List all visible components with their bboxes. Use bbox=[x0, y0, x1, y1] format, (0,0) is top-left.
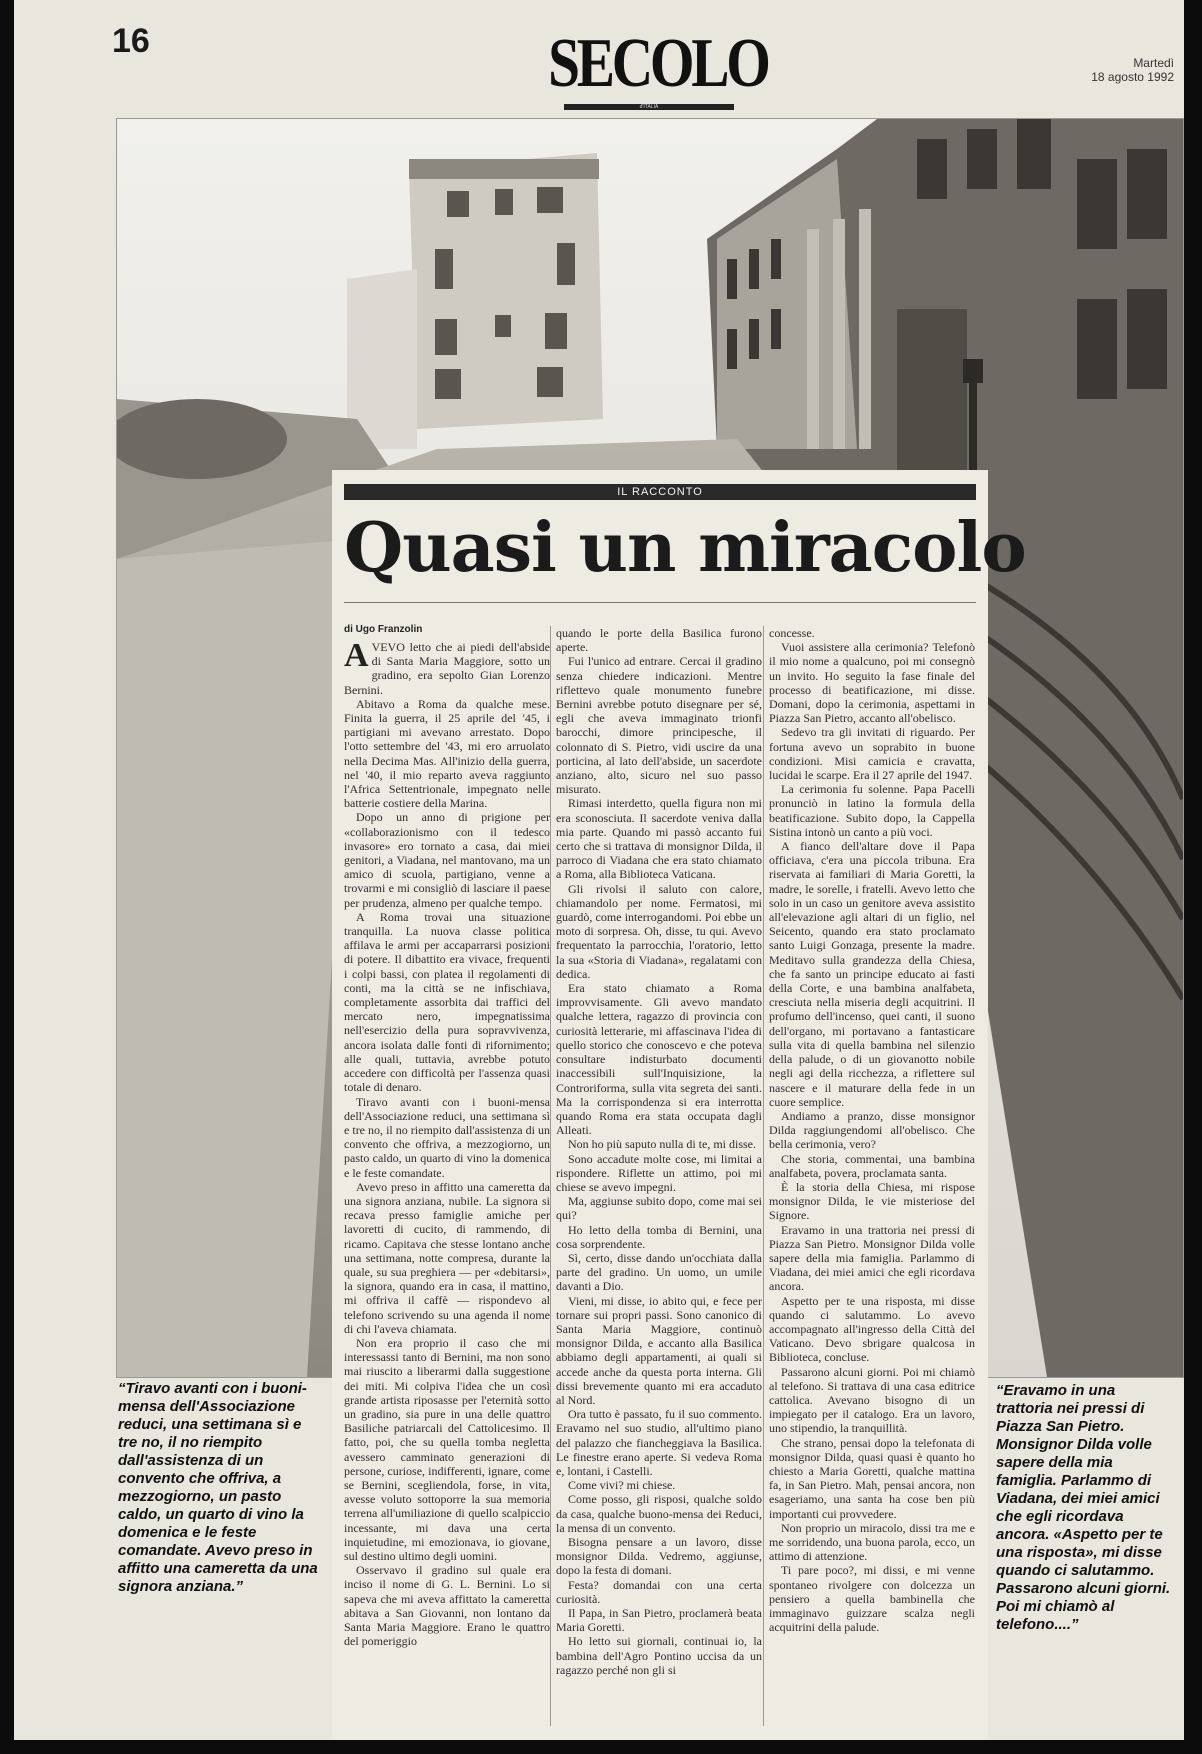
paragraph: Sedevo tra gli invitati di riguardo. Per fortuna avevo un soprabito in buone condizioni. Misi camicia e cravatta, lucidai le scarpe. Era il 27 aprile del 1947. bbox=[769, 725, 975, 783]
headline-rule bbox=[344, 602, 976, 603]
headline: Quasi un miracolo bbox=[344, 508, 1026, 588]
article-column-3 bbox=[769, 626, 975, 1732]
page-number: 16 bbox=[112, 22, 150, 60]
paragraph: Ma, aggiunse subito dopo, come mai sei qui? bbox=[556, 1194, 762, 1223]
paragraph: Era stato chiamato a Roma improvvisamente. Gli avevo mandato qualche lettera, ragazzo di provincia con curiosità letterarie, mi affascinava l'idea di quello storico che conoscevo e che poteva consultare indisturbato documenti inaccessibili sull'Inquisizione, la Controriforma, sulla vita segreta dei santi. Ma la corrispondenza si era interrotta quando Roma era stata occupata dagli Alleati. bbox=[556, 981, 762, 1138]
paragraph: La cerimonia fu solenne. Papa Pacelli pronunciò in latino la formula della beatificazione. Subito dopo, la Cappella Sistina intonò un canto a più voci. bbox=[769, 782, 975, 839]
newspaper-page bbox=[14, 0, 1184, 1740]
paragraph: Eravamo in una trattoria nei pressi di Piazza San Pietro. Monsignor Dilda volle sapere della mia famiglia. Parlammo di Viadana, dei miei amici che egli ricordava ancora. bbox=[769, 1222, 975, 1294]
kicker-bar: IL RACCONTO bbox=[344, 484, 976, 500]
paragraph: Il Papa, in San Pietro, proclamerà beata Maria Goretti. bbox=[556, 1606, 762, 1635]
column-rule bbox=[763, 626, 764, 1726]
article-column-2 bbox=[556, 626, 762, 1732]
paragraph: Sono accadute molte cose, mi limitai a rispondere. Riflette un attimo, poi mi chiese se avevo impegni. bbox=[556, 1151, 762, 1194]
byline: di Ugo Franzolin bbox=[344, 624, 423, 635]
paragraph: Tiravo avanti con i buoni-mensa dell'Associazione reduci, una settimana sì e tre no, il no riempito dall'assistenza di un convento che offriva, a mezzogiorno, un pasto caldo, un quarto di vino la domenica e le feste comandate. bbox=[344, 1094, 550, 1180]
paragraph: Abitavo a Roma da qualche mese. Finita la guerra, il 25 aprile del '45, i partigiani mi avevano arrestato. Dopo l'otto settembre del '43, mi ero arruolato nella Decima Mas. All'inizio della guerra, nel '40, il mio reparto aveva raggiunto l'Africa Settentrionale, impegnato nelle batterie costiere della Marina. bbox=[344, 696, 550, 811]
paragraph: Andiamo a pranzo, disse monsignor Dilda raggiungendomi all'obelisco. Che bella cerimonia, vero? bbox=[769, 1108, 975, 1152]
paragraph: Gli rivolsi il saluto con calore, chiamandolo per nome. Fermatosi, mi guardò, come interrogandomi. Poi ebbe un moto di sorpresa. Oh, disse, tu qui. Avevo frequentato la parrocchia, l'oratorio, letto la sua «Storia di Viadana», regalatami con dedica. bbox=[556, 881, 762, 981]
paragraph: A fianco dell'altare dove il Papa officiava, c'era una piccola tribuna. Era riservata ai familiari di Maria Goretti, la madre, le sorelle, i fratelli. Avevo letto che solo in un caso un genitore aveva assistito all'elevazione agli altari di un figlio, nel Seicento, quando era stato proclamato santo Luigi Gonzaga, presente la madre. Meditavo sulla grandezza della Chiesa, che fa santo un principe educato ai fasti della Corte, e una bambina analfabeta, cresciuta nella miseria degli acquitrini. Il profumo dell'incenso, quei canti, il suono dell'organo, mi portavano a fantasticare sulla vita di quella bambina nel silenzio della palude, o di un giovanotto nobile negli agi della ricchezza, a riflettere sul nascere e il maturare della fede in un cuore semplice. bbox=[769, 839, 975, 1109]
date-full: 18 agosto 1992 bbox=[1091, 70, 1174, 84]
paragraph: AVEVO letto che ai piedi dell'abside di Santa Maria Maggiore, sotto un gradino, era sepolto Gian Lorenzo Bernini. bbox=[344, 640, 550, 697]
paragraph: Ora tutto è passato, fu il suo commento. Eravamo nel suo studio, all'ultimo piano del palazzo che fiancheggiava la Basilica. Le finestre erano aperte. Si vedeva Roma e, lontani, i Castelli. bbox=[556, 1407, 762, 1478]
paragraph: Vuoi assistere alla cerimonia? Telefonò il mio nome a qualcuno, poi mi consegnò un invito. Ho seguito la fase finale del processo di beatificazione, mi disse. Domani, dopo la cerimonia, aspettami in Piazza San Pietro, accanto all'obelisco. bbox=[769, 640, 975, 726]
paragraph: Fui l'unico ad entrare. Cercai il gradino senza chiedere indicazioni. Mentre riflettevo quale monumento funebre Bernini avrebbe potuto disegnare per sé, egli che aveva immaginato trionfi barocchi, dimore principesche, il colonnato di S. Pietro, vidi uscire da una porticina, al lato dell'abside, un sacerdote anziano, alto, sicuro nel suo passo misurato. bbox=[556, 654, 762, 797]
masthead bbox=[524, 25, 774, 110]
paragraph: Sì, certo, disse dando un'occhiata dalla parte del gradino. Un uomo, un umile davanti a Dio. bbox=[556, 1250, 762, 1294]
paragraph: È la storia della Chiesa, mi rispose monsignor Dilda, le vie misteriose del Signore. bbox=[769, 1179, 975, 1223]
paragraph: Osservavo il gradino sul quale era inciso il nome di G. L. Bernini. Lo si sapeva che mi aveva affittato la cameretta abitava a San Giovanni, non lontano da Santa Maria Maggiore. Erano le quattro del pomeriggio bbox=[344, 1563, 550, 1649]
pull-quote-right: “Eravamo in una trattoria nei pressi di Piazza San Pietro. Monsignor Dilda volle sapere della mia famiglia. Parlammo di Viadana, dei miei amici che egli ricordava ancora. «Aspetto per te una risposta», mi disse quando ci salutammo. Passarono alcuni giorni. Poi mi chiamò al telefono....” bbox=[996, 1382, 1176, 1722]
pull-quote-left-rest: convento che offriva, a mezzogiorno, un pasto caldo, un quarto di vino la domenica e le feste comandate. Avevo preso in affitto una cameretta da una signora anziana.” bbox=[118, 1470, 318, 1595]
paragraph: Bisogna pensare a un lavoro, disse monsignor Dilda. Vedremo, aggiunse, dopo la festa di domani. bbox=[556, 1535, 762, 1578]
paragraph: Che strano, pensai dopo la telefonata di monsignor Dilda, quasi quasi è quanto ho chiesto a Maria Goretti, qualche mattina fa, in San Pietro. Mah, pensai ancora, non esageriamo, una santa ha cose ben più importanti cui provvedere. bbox=[769, 1435, 975, 1521]
pull-quote-left bbox=[118, 1380, 324, 1680]
paragraph: Festa? domandai con una certa curiosità. bbox=[556, 1577, 762, 1606]
dateline bbox=[1074, 56, 1174, 84]
pull-quote-left-bold: “Tiravo avanti con i buoni-mensa dell'Associazione reduci, una settimana sì e tre no, il no riempito dall'assistenza di un bbox=[118, 1380, 307, 1469]
paragraph: Avevo preso in affitto una cameretta da una signora anziana, nubile. La signora si recava presso famiglie amiche per lavoretti di cucito, di rammendo, di ricamo. Capitava che stesse lontano anche una settimana, notte compresa, durante la quale, su sua preghiera — per «debitarsi», la signora, quando era in casa, il mattino, mi offriva il caffè — rispondevo al telefono scrivendo su una agenda il nome di chi l'aveva chiamata. bbox=[344, 1179, 550, 1336]
masthead-subtitle: d'ITALIA bbox=[564, 104, 734, 110]
masthead-title: SECOLO bbox=[548, 25, 768, 102]
paragraph: Rimasi interdetto, quella figura non mi era sconosciuta. Il sacerdote veniva dalla mia parte. Quando mi passò accanto fui certo che si trattava di monsignor Dilda, il parroco di Viadana che era stato chiamato a Roma, alla Biblioteca Vaticana. bbox=[556, 796, 762, 882]
paragraph: Ho letto sui giornali, continuai io, la bambina dell'Agro Pontino uccisa da un ragazzo perché non gli si bbox=[556, 1634, 762, 1677]
paragraph: Ti pare poco?, mi dissi, e mi venne spontaneo rivolgere con dolcezza un pensiero a quella bambinella che immaginavo guizzare scalza negli acquitrini della palude. bbox=[769, 1563, 975, 1635]
paragraph: quando le porte della Basilica furono aperte. bbox=[556, 626, 762, 655]
paragraph: Dopo un anno di prigione per «collaborazionismo con il tedesco invasore» ero tornato a casa, dai miei genitori, a Viadana, nel mantovano, ma un amico di scuola, partigiano, venne a trovarmi e mi consigliò di lasciare il paese per prudenza, almeno per qualche tempo. bbox=[344, 810, 550, 910]
paragraph: A Roma trovai una situazione tranquilla. La nuova classe politica affilava le armi per accaparrarsi posizioni di potere. Il dibattito era vivace, frequenti i colpi bassi, con platea il regolamenti di conti, ma la città se ne infischiava, completamente assorbita dai traffici del mercato nero, impegnatissima nell'esercizio della pura sopravvivenza, ancora isolata dalle fonti di rifornimento; alle quali, tuttavia, avrebbe potuto accedere con difficoltà per l'assenza quasi totale di denaro. bbox=[344, 909, 550, 1095]
paragraph: Non proprio un miracolo, dissi tra me e me sorridendo, una buona parola, ecco, un attimo di attenzione. bbox=[769, 1520, 975, 1564]
dropcap: A bbox=[344, 640, 369, 674]
paragraph: Non era proprio il caso che mi interessassi tanto di Bernini, ma non sono mai riuscito a liberarmi dalla suggestione dei miti. Mi colpiva l'idea che un così grande artista riposasse per l'eternità sotto un gradino, sia pure in una delle quattro Basiliche patriarcali del Cattolicesimo. Il fatto, poi, che su quella tomba negletta avessero camminato generazioni di persone, curiose, indifferenti, ignare, come se Bernini, scegliendola, forse, in vita, avesse voluto sottoporre la sua memoria terrena all'umiliazione di quello scalpiccio incessante, mi dava una certa inquietudine, mi emozionava, io giovane, sul destino ultimo degli uomini. bbox=[344, 1335, 550, 1563]
column-rule bbox=[550, 626, 551, 1726]
date-day: Martedì bbox=[1133, 56, 1174, 70]
article-column-1 bbox=[344, 640, 550, 1730]
paragraph: Come posso, gli risposi, qualche soldo da casa, qualche buono-mensa dei Reduci, la mensa di un convento. bbox=[556, 1492, 762, 1535]
paragraph: Come vivi? mi chiese. bbox=[568, 1478, 676, 1493]
paragraph: concesse. bbox=[769, 626, 815, 640]
paragraph: Che storia, commentai, una bambina analfabeta, povera, proclamata santa. bbox=[769, 1151, 975, 1180]
paragraph: Passarono alcuni giorni. Poi mi chiamò al telefono. Si trattava di una casa editrice cattolica. Avevano bisogno di un impiegato per il catalogo. Era un lavoro, uno stipendio, la tranquillità. bbox=[769, 1364, 975, 1436]
article-box bbox=[332, 470, 1026, 1740]
paragraph: Ho letto della tomba di Bernini, una cosa sorprendente. bbox=[556, 1222, 762, 1251]
paragraph: Non ho più saputo nulla di te, mi disse. bbox=[568, 1137, 756, 1152]
paragraph: Aspetto per te una risposta, mi disse quando ci salutammo. Lo avevo accompagnato all'ingresso della Città del Vaticano. Devo sbrigare qualcosa in Biblioteca, concluse. bbox=[769, 1293, 975, 1365]
paragraph: Vieni, mi disse, io abito qui, e fece per tornare sui propri passi. Sono canonico di Santa Maria Maggiore, continuò monsignor Dilda, e accanto alla Basilica abbiamo degli appartamenti, ai quali si accede anche da questa porta interna. Gli dissi brevemente quanto mi era accaduto al Nord. bbox=[556, 1293, 762, 1407]
